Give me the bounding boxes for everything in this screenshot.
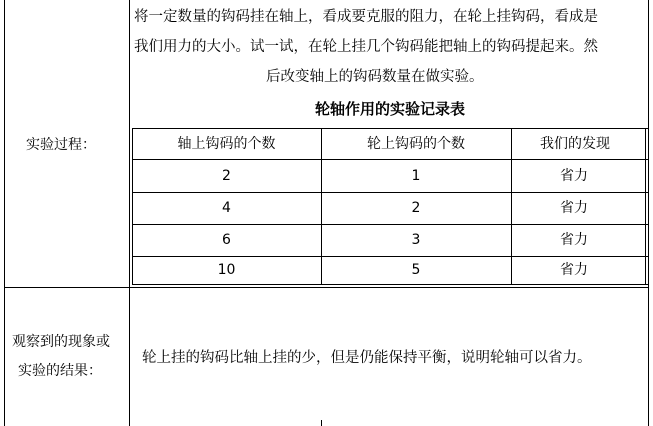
row2-wheel: 2 [411, 200, 421, 216]
process-intro-text [134, 2, 646, 92]
label-column-divider [129, 0, 130, 426]
result-text: 轮上挂的钩码比轴上挂的少，但是仍能保持平衡，说明轮轴可以省力。 [142, 350, 592, 366]
intro-line-3: 后改变轴上的钩码数量在做实验。 [266, 69, 484, 85]
outer-left-border [4, 0, 5, 426]
row4-wheel: 5 [411, 262, 421, 278]
bottom-cut-divider [321, 420, 322, 426]
record-table-col-divider-2 [511, 128, 512, 285]
process-result-divider [4, 287, 649, 288]
row1-wheel: 1 [411, 168, 421, 184]
row1-axle: 2 [222, 168, 231, 184]
header-wheel-weights: 轮上钩码的个数 [367, 136, 465, 152]
intro-line-1: 将一定数量的钩码挂在轴上，看成要克服的阻力，在轮上挂钩码，看成是 [134, 9, 598, 25]
record-table-title: 轮轴作用的实验记录表 [314, 100, 465, 118]
row1-finding: 省力 [560, 168, 588, 184]
result-label-line-2: 实验的结果： [18, 363, 102, 379]
intro-line-2: 我们用力的大小。试一试，在轮上挂几个钩码能把轴上的钩码提起来。然 [134, 39, 598, 55]
process-label: 实验过程： [26, 137, 96, 153]
result-label-line-1: 观察到的现象或 [12, 334, 110, 350]
row4-axle: 10 [217, 262, 236, 278]
header-findings: 我们的发现 [540, 136, 610, 152]
row3-finding: 省力 [560, 232, 588, 248]
row3-wheel: 3 [411, 232, 421, 248]
row2-axle: 4 [222, 200, 231, 216]
row2-finding: 省力 [560, 200, 588, 216]
row3-axle: 6 [222, 232, 231, 248]
row4-finding: 省力 [560, 262, 588, 278]
header-axle-weights: 轴上钩码的个数 [177, 136, 276, 152]
